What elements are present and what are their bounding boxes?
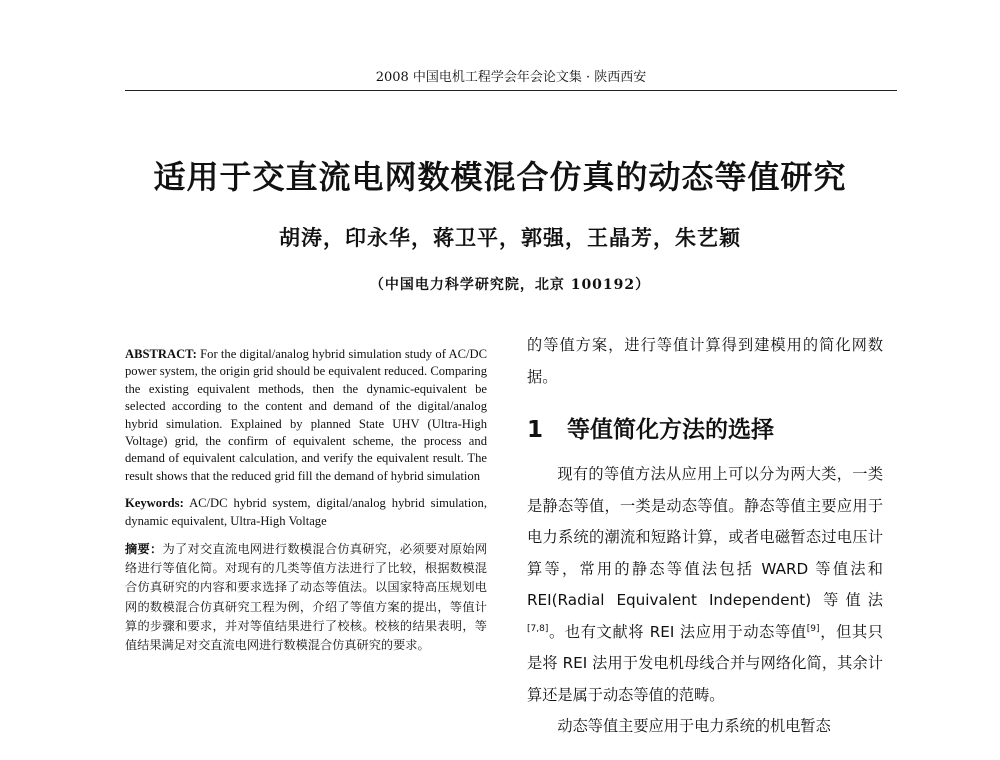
- body-paragraph: [527, 459, 883, 711]
- header-rule: [125, 90, 897, 91]
- section-number: 1: [527, 417, 544, 443]
- keywords-text: AC/DC hybrid system, digital/analog hybrid simulation, dynamic equivalent, Ultra-High Voltage: [125, 496, 487, 528]
- citation-ref[interactable]: [9]: [806, 623, 820, 634]
- paragraph-text: 现有的等值方法从应用上可以分为两大类，一类是静态等值，一类是动态等值。静态等值主要应用于电力系统的潮流和短路计算，或者电磁暂态过电压计算等，常用的静态等值法包括 WARD 等值法和 REI(Radial Equivalent Independent) 等值法: [527, 465, 883, 609]
- body-paragraph: 动态等值主要应用于电力系统的机电暂态: [557, 717, 831, 735]
- keywords-label: Keywords:: [125, 496, 184, 511]
- paragraph-text: ，但其只是将 REI 法用于发电机母线合并与网络化简，其余计算还是属于动态等值的范畴。: [527, 622, 883, 704]
- abstract-text: For the digital/analog hybrid simulation study of AC/DC power system, the origin grid should be equivalent reduced. Comparing the existing equivalent methods, then the dynamic-equivalent be selected according to the content and demand of the digital/analog hybrid simulation. Explained by planned State UHV (Ultra-High Voltage) grid, the confirm of equivalent scheme, the process and demand of equivalent calculation, and verify the equivalent result. The result shows that the reduced grid fill the demand of hybrid simulation: [125, 347, 487, 483]
- right-column: [527, 330, 883, 743]
- affiliation: （中国电力科学研究院，北京 100192）: [369, 277, 651, 293]
- left-column: [125, 346, 487, 655]
- paper-title: 适用于交直流电网数模混合仿真的动态等值研究: [153, 158, 847, 196]
- abstract-label: ABSTRACT:: [125, 347, 197, 361]
- citation-ref[interactable]: [7,8]: [527, 623, 549, 634]
- section-title: 等值简化方法的选择: [567, 417, 774, 443]
- section-heading: [527, 415, 883, 445]
- english-keywords: [125, 495, 487, 530]
- cn-abstract-label: 摘要：: [125, 542, 163, 557]
- chinese-abstract: [125, 540, 487, 655]
- cn-abstract-text: 为了对交直流电网进行数模混合仿真研究，必须要对原始网络进行等值化简。对现有的几类等值方法进行了比较，根据数模混合仿真研究的内容和要求选择了动态等值法。以国家特高压规划电网的数模混合仿真研究工程为例，介绍了等值方案的提出，等值计算的步骤和要求，并对等值结果进行了校核。校核的结果表明，等值结果满足对交直流电网进行数模混合仿真研究的要求。: [125, 542, 488, 653]
- continued-paragraph: 的等值方案，进行等值计算得到建模用的简化网数据。: [527, 336, 883, 386]
- paragraph-text: 。也有文献将 REI 法应用于动态等值: [548, 622, 807, 641]
- running-header: 2008 中国电机工程学会年会论文集 · 陕西西安: [375, 70, 647, 85]
- english-abstract: [125, 346, 487, 485]
- author-list: 胡涛，印永华，蒋卫平，郭强，王晶芳，朱艺颖: [279, 225, 741, 250]
